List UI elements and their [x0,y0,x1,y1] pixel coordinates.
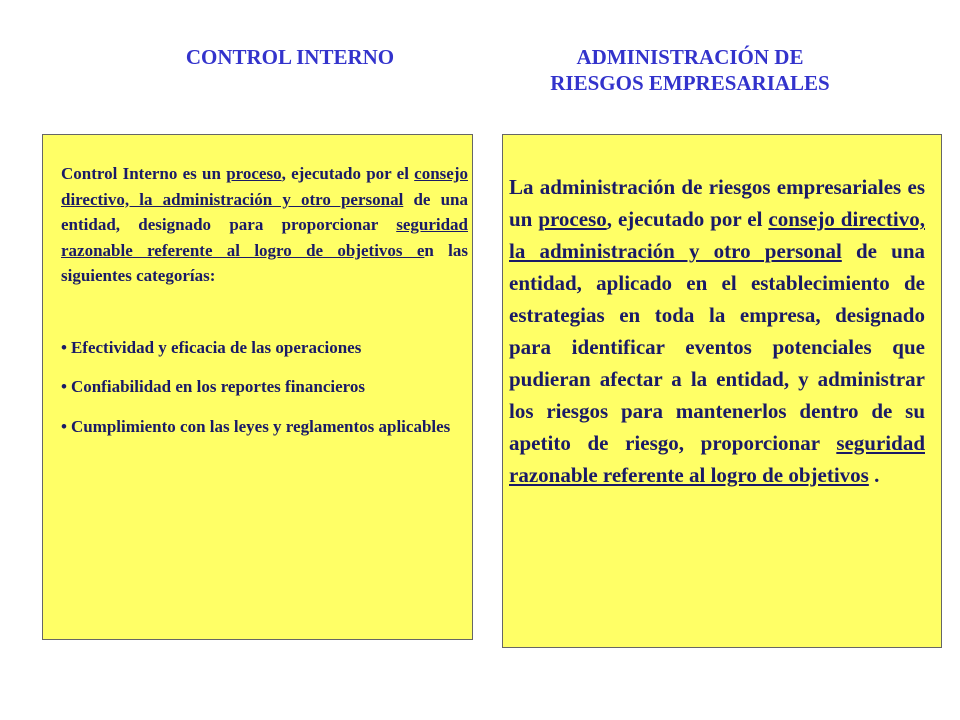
text-segment: La administración de riesgos empresariales es un [509,175,925,231]
control-interno-box [42,134,473,640]
heading-administracion-riesgos [480,44,900,96]
erm-definition [509,171,925,491]
text-segment: , ejecutado por el [281,164,415,183]
text-segment: n las siguientes categorías: [61,240,468,285]
heading-control-interno: CONTROL INTERNO [185,45,395,69]
categories-list [61,335,468,440]
text-segment: de una entidad, aplicado en el establecimiento de estrategias en toda la empresa, designado para identificar eventos potenciales que pudieran afectar a la entidad, y administrar los riesgos para mantenerlos dentro de su apetito de riesgo, proporcionar [509,239,925,455]
list-item-text: Efectividad y eficacia de las operaciones [70,337,362,357]
underlined-term: proceso [538,207,607,231]
text-segment: Control Interno es un [61,164,227,183]
text-segment: , ejecutado por el [606,207,769,231]
bullet-icon: • [61,337,67,357]
list-item [61,374,468,400]
bullet-icon: • [61,416,67,436]
underlined-term: consejo directivo, la administración y otro personal [509,207,925,263]
list-item [61,414,468,440]
heading-right-line2: RIESGOS EMPRESARIALES [550,71,830,95]
control-interno-definition [61,161,468,289]
list-item-text: Cumplimiento con las leyes y reglamentos aplicables [70,416,451,436]
administracion-riesgos-box [502,134,942,648]
list-item-text: Confiabilidad en los reportes financieros [70,377,366,396]
underlined-term: consejo directivo, la administración y otro personal [61,164,468,209]
text-segment: . [868,463,880,487]
underlined-term: seguridad razonable referente al logro de objetivos e [61,215,468,260]
text-segment: de una entidad, designado para proporcionar [61,189,468,234]
underlined-term: proceso [226,164,282,183]
list-item [61,335,468,361]
heading-right-line1: ADMINISTRACIÓN DE [576,45,804,69]
bullet-icon: • [61,377,67,396]
underlined-term: seguridad razonable referente al logro de objetivos [509,431,925,487]
